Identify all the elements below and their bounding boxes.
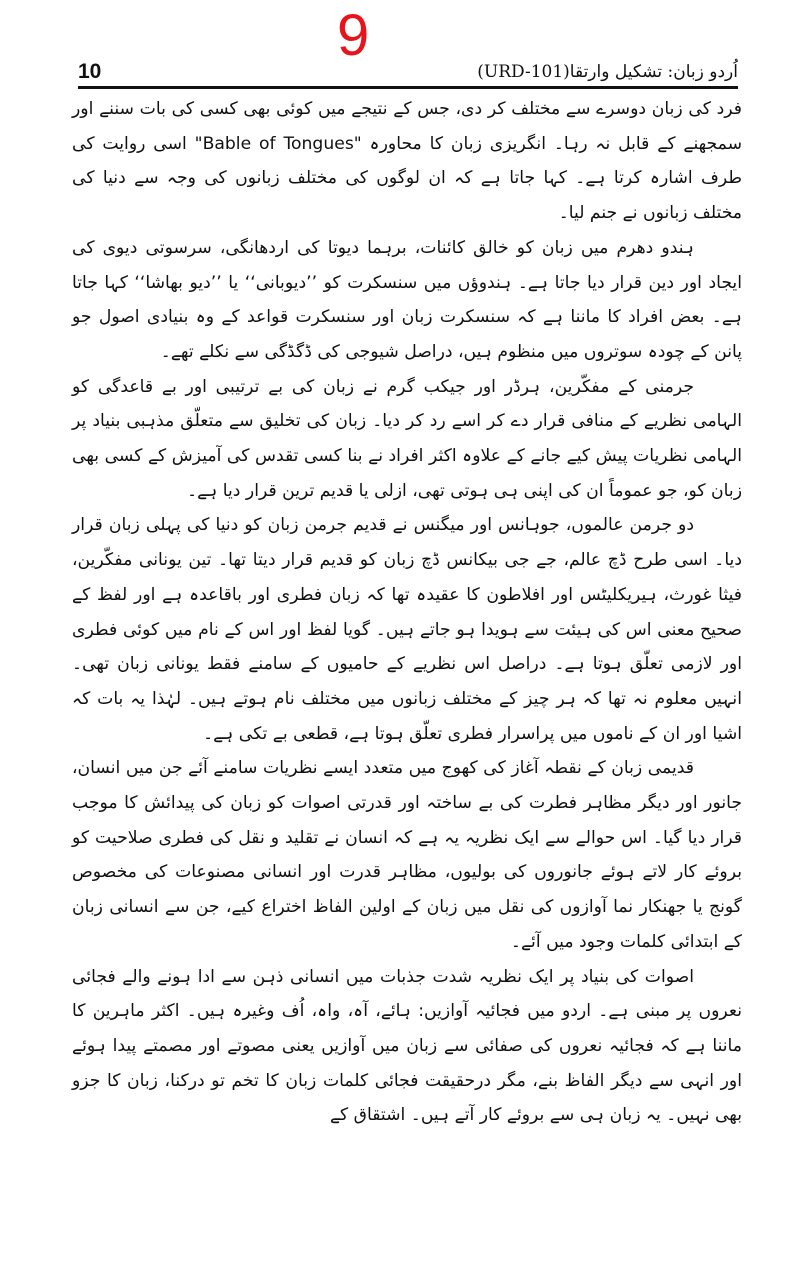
paragraph-text: ہندو دھرم میں زبان کو خالق کائنات، برہما دیوتا کی اردھانگی، سرسوتی دیوی کی ایجاد اور دین قرار دیا جاتا ہے۔ ہندوؤں میں سنسکرت کو ’’دیوبانی‘‘ یا ’’دیو بھاشا‘‘ کہا جاتا ہے۔ بعض افراد کا ماننا ہے کہ سنسکرت زبان اور سنسکرت قواعد کے وہ بنیادی اصول جو پانن کے چودہ سوتروں میں منظوم ہیں، دراصل شیوجی کی ڈگڈگی سے نکلے تھے۔	[72, 237, 742, 362]
header-divider	[78, 86, 738, 89]
paragraph-text: قدیمی زبان کے نقطہ آغاز کی کھوج میں متعدد ایسے نظریات سامنے آئے جن میں انسان، جانور اور دیگر مظاہر فطرت کی بے ساختہ اور قدرتی اصوات کو زبان کی پیدائش کا موجب قرار دیا گیا۔ اس حوالے سے ایک نظریہ یہ ہے کہ انسان نے تقلید و نقل کی فطری صلاحیت کو بروئے کار لاتے ہوئے جانوروں کی بولیوں، مظاہر قدرت اور انسانی مصنوعات کی مخصوص گونج یا جھنکار نما آوازوں کی نقل میں زبان کے اولین الفاظ اختراع کیے، جن سے انسانی زبان کے ابتدائی کلمات وجود میں آئے۔	[72, 758, 742, 952]
paragraph	[72, 960, 742, 1134]
paragraph-text: دو جرمن عالموں، جوہانس اور میگنس نے قدیم جرمن زبان کو دنیا کی پہلی زبان قرار دیا۔ اسی طرح ڈچ عالم، جے جی بیکانس ڈچ زبان کو قدیم قرار دیتا تھا۔ تین یونانی مفکّرین، فیثا غورث، ہیریکلیٹس اور افلاطون کا عقیدہ تھا کہ زبان فطری اور باقاعدہ ہے اور لفظ کے صحیح معنی اس کی ہیئت سے ہویدا ہو جاتے ہیں۔ گویا لفظ اور اس کے نام میں کوئی فطری اور لازمی تعلّق ہوتا ہے۔ دراصل اس نظریے کے حامیوں کے سامنے فقط یونانی زبان تھی۔ انہیں معلوم نہ تھا کہ ہر چیز کے مختلف زبانوں میں مختلف نام ہوتے ہیں۔ لہٰذا یہ بات کہ اشیا اور ان کے ناموں میں پراسرار فطری تعلّق ہوتا ہے، قطعی بے تکی ہے۔	[72, 515, 742, 744]
paragraph	[72, 231, 742, 370]
running-header	[78, 58, 738, 88]
page-marker-number: 9	[337, 3, 370, 68]
paragraph-text: اصوات کی بنیاد پر ایک نظریہ شدت جذبات میں انسانی ذہن سے ادا ہونے والے فجائی نعروں پر مبنی ہے۔ اردو میں فجائیہ آوازیں: ہائے، آہ، واہ، اُف وغیرہ ہیں۔ اکثر ماہرین کا ماننا ہے کہ فجائیہ نعروں کی صفائی سے زبان میں آوازیں یعنی مصوتے اور مصمتے پیدا ہوئے اور انہی سے دیگر الفاظ بنے، مگر درحقیقت فجائی کلمات زبان کا تخم تو درکنا، زبان کا جزو بھی نہیں۔ یہ زبان ہی سے بروئے کار آتے ہیں۔ اشتقاق کے	[72, 966, 742, 1126]
paragraph	[72, 508, 742, 751]
paragraph-text: جرمنی کے مفکّرین، ہرڈر اور جیکب گرم نے زبان کی بے ترتیبی اور بے قاعدگی کو الہامی نظریے کے منافی قرار دے کر اسے رد کر دیا۔ زبان کی تخلیق سے متعلّق مذہبی بنیاد پر الہامی نظریات پیش کیے جانے کے علاوہ اکثر افراد نے بنا کسی تقدس کی آمیزش کے کسی بھی زبان کو، جو عموماً ان کی اپنی ہی ہوتی تھی، ازلی یا قدیم ترین قرار دیا ہے۔	[72, 376, 742, 501]
paragraph-text: فرد کی زبان دوسرے سے مختلف کر دی، جس کے نتیجے میں کوئی بھی کسی کی بات سننے اور سمجھنے کے قابل نہ رہا۔ انگریزی زبان کا محاورہ "Bable of Tongues" اسی روایت کی طرف اشارہ کرتا ہے۔ کہا جاتا ہے کہ ان لوگوں کی مختلف زبانوں کی وجہ سے دنیا کی مختلف زبانوں نے جنم لیا۔	[72, 99, 742, 224]
paragraph	[72, 370, 742, 509]
header-title: اُردو زبان: تشکیل وارتقا(URD-101)	[477, 62, 738, 82]
header-page-number: 10	[78, 60, 102, 83]
paragraph	[72, 751, 742, 959]
paragraph	[72, 92, 742, 231]
body-text	[72, 92, 742, 1133]
